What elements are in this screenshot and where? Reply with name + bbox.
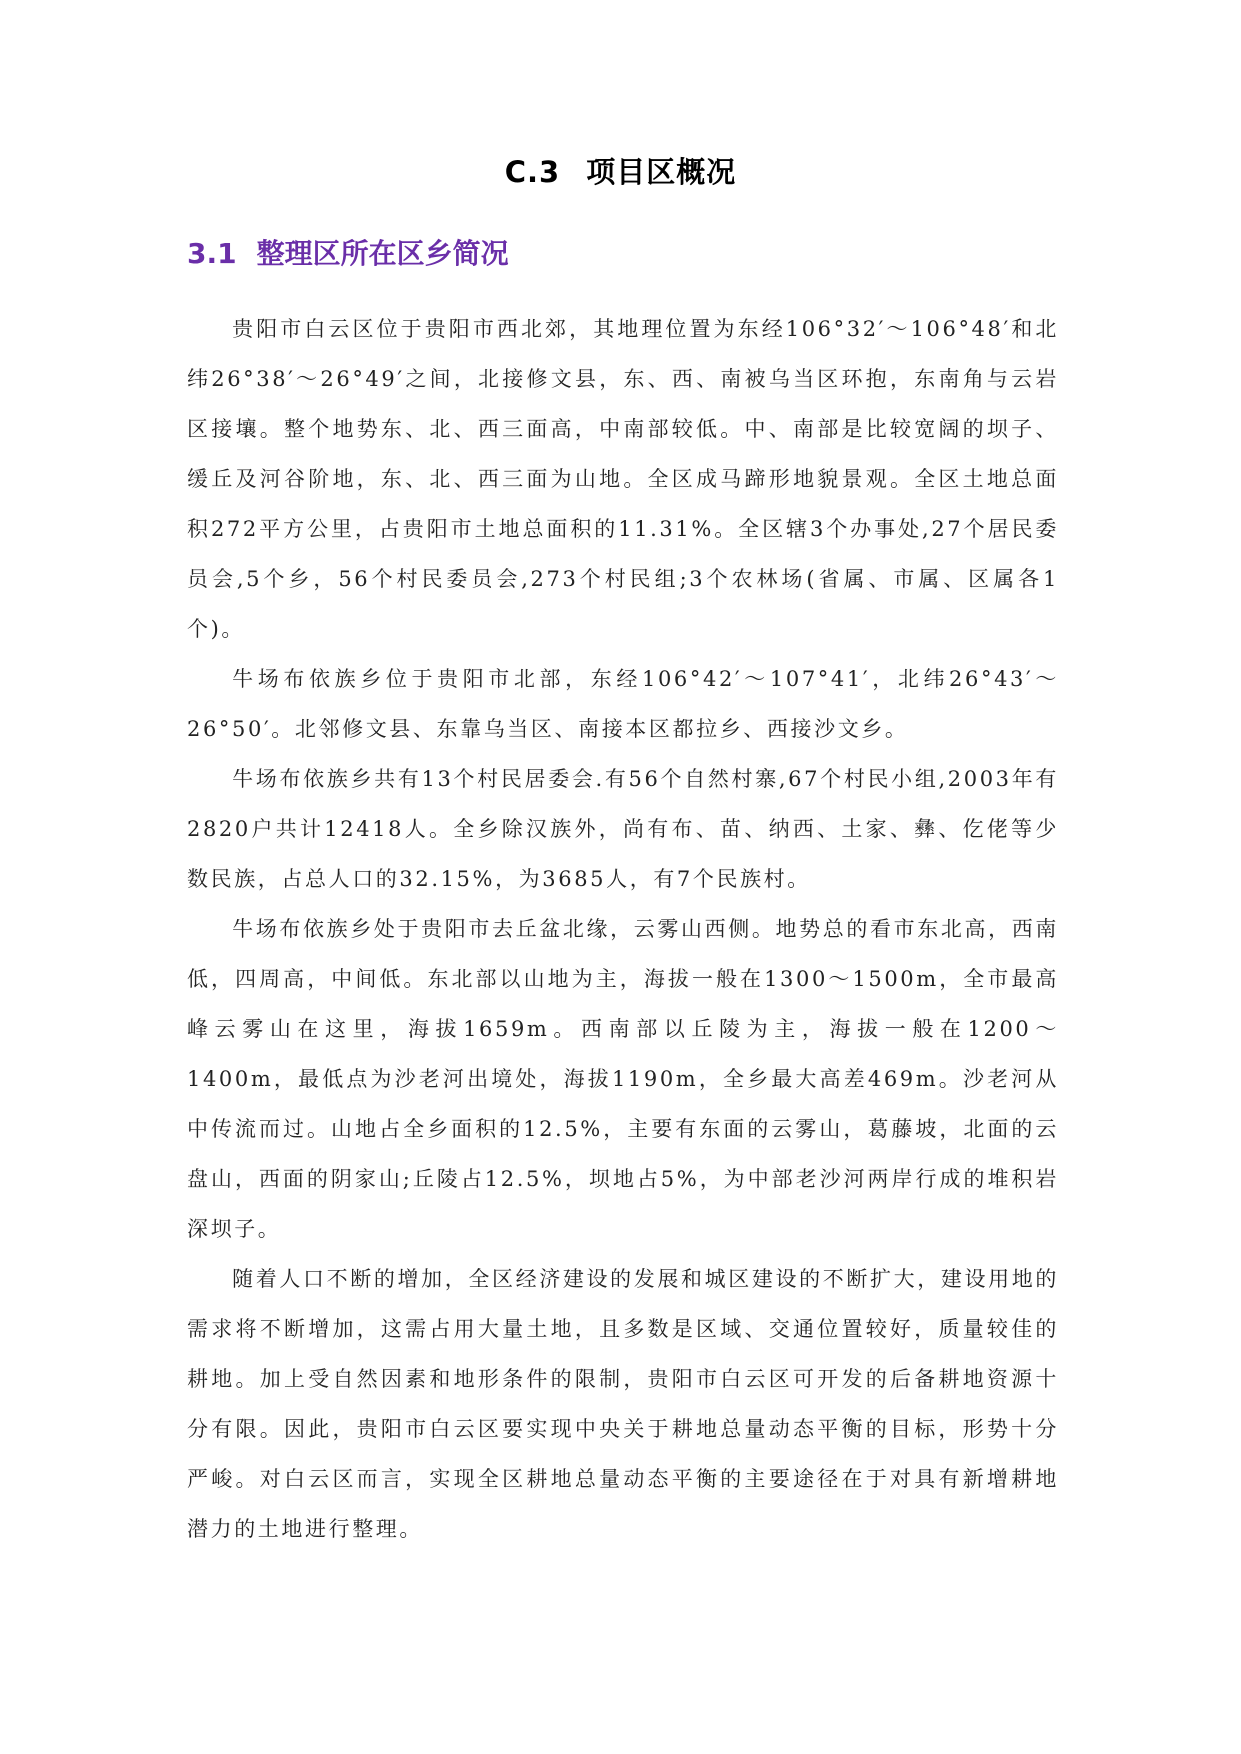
paragraph-land-consolidation-need: 随着人口不断的增加，全区经济建设的发展和城区建设的不断扩大，建设用地的需求将不断增加，这需占用大量土地，且多数是区域、交通位置较好，质量较佳的耕地。加上受自然因素和地形条件的限制，贵阳市白云区可开发的后备耕地资源十分有限。因此，贵阳市白云区要实现中央关于耕地总量动态平衡的目标，形势十分严峻。对白云区而言，实现全区耕地总量动态平衡的主要途径在于对具有新增耕地潜力的土地进行整理。 [187,1267,1059,1541]
chapter-number: C.3 [504,155,561,189]
section-title-text: 整理区所在区乡简况 [256,237,509,270]
chapter-title [0,150,1241,191]
body-text [187,304,1059,1554]
section-heading [187,232,509,272]
chapter-title-text: 项目区概况 [586,155,737,189]
paragraph-niuchang-terrain: 牛场布依族乡处于贵阳市去丘盆北缘，云雾山西侧。地势总的看市东北高，西南低，四周高，中间低。东北部以山地为主，海拔一般在1300～1500m，全市最高峰云雾山在这里，海拔1659m。西南部以丘陵为主，海拔一般在1200～1400m，最低点为沙老河出境处，海拔1190m，全乡最大高差469m。沙老河从中传流而过。山地占全乡面积的12.5%，主要有东面的云雾山，葛藤坡，北面的云盘山，西面的阴家山;丘陵占12.5%，坝地占5%，为中部老沙河两岸行成的堆积岩深坝子。 [187,917,1059,1241]
paragraph-baiyun-overview: 贵阳市白云区位于贵阳市西北郊，其地理位置为东经106°32′～106°48′和北纬26°38′～26°49′之间，北接修文县，东、西、南被乌当区环抱，东南角与云岩区接壤。整个地势东、北、西三面高，中南部较低。中、南部是比较宽阔的坝子、缓丘及河谷阶地，东、北、西三面为山地。全区成马蹄形地貌景观。全区土地总面积272平方公里，占贵阳市土地总面积的11.31%。全区辖3个办事处,27个居民委员会,5个乡，56个村民委员会,273个村民组;3个农林场(省属、市属、区属各1个)。 [187,317,1059,641]
paragraph-niuchang-location: 牛场布依族乡位于贵阳市北部，东经106°42′～107°41′，北纬26°43′～26°50′。北邻修文县、东靠乌当区、南接本区都拉乡、西接沙文乡。 [187,667,1059,741]
section-number: 3.1 [187,237,237,270]
paragraph-niuchang-population: 牛场布依族乡共有13个村民居委会.有56个自然村寨,67个村民小组,2003年有2820户共计12418人。全乡除汉族外，尚有布、苗、纳西、土家、彝、仡佬等少数民族，占总人口的32.15%，为3685人，有7个民族村。 [187,767,1059,891]
